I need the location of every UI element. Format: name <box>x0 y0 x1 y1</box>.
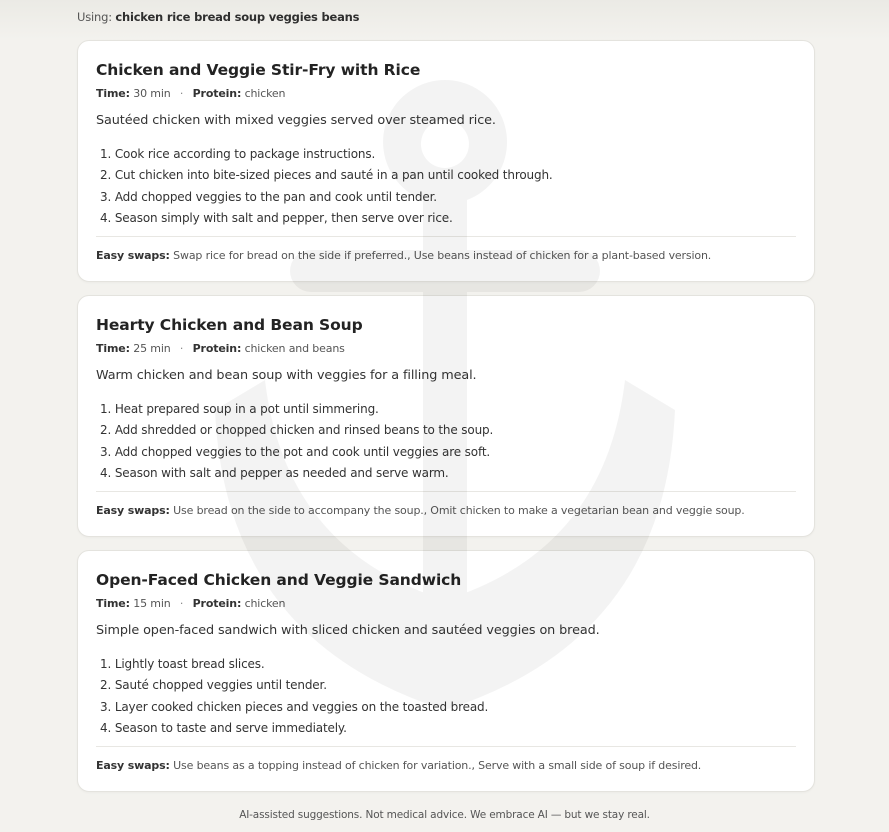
recipe-steps <box>100 655 488 740</box>
footer-disclaimer: AI-assisted suggestions. Not medical advice. We embrace AI — but we stay real. <box>239 809 650 821</box>
recipe-title: Chicken and Veggie Stir-Fry with Rice <box>96 61 421 79</box>
recipe-step: 2. Add shredded or chopped chicken and rinsed beans to the soup. <box>100 423 494 438</box>
recipe-card <box>77 40 815 282</box>
protein-value: chicken <box>244 87 286 100</box>
recipe-step: 3. Add chopped veggies to the pan and cook until tender. <box>100 189 437 204</box>
ingredients-summary <box>77 10 359 24</box>
recipe-step: 1. Cook rice according to package instructions. <box>100 147 376 161</box>
divider <box>96 236 796 237</box>
protein-label: Protein: <box>192 342 242 355</box>
protein-label: Protein: <box>192 597 242 610</box>
protein-label: Protein: <box>192 87 242 100</box>
easy-swaps <box>96 504 745 517</box>
divider <box>96 746 796 747</box>
easy-swaps-label: Easy swaps: <box>96 759 170 772</box>
time-label: Time: <box>96 597 130 610</box>
recipe-steps <box>100 145 553 230</box>
easy-swaps-label: Easy swaps: <box>96 249 170 262</box>
easy-swaps-text: Use bread on the side to accompany the soup., Omit chicken to make a vegetarian bean and veggie soup. <box>173 504 745 517</box>
time-value: 30 min <box>133 87 171 100</box>
recipe-title: Hearty Chicken and Bean Soup <box>96 316 363 334</box>
protein-value: chicken and beans <box>244 342 345 355</box>
recipe-step: 3. Layer cooked chicken pieces and veggies on the toasted bread. <box>100 699 489 714</box>
recipe-step: 1. Lightly toast bread slices. <box>100 657 265 671</box>
recipe-step: 4. Season simply with salt and pepper, then serve over rice. <box>100 210 453 225</box>
time-label: Time: <box>96 87 130 100</box>
recipe-meta <box>96 342 345 355</box>
recipe-steps <box>100 400 493 485</box>
using-ingredients: chicken rice bread soup veggies beans <box>115 10 360 24</box>
recipe-meta <box>96 597 285 610</box>
easy-swaps-label: Easy swaps: <box>96 504 170 517</box>
meta-separator: · <box>179 597 184 610</box>
recipe-description: Simple open-faced sandwich with sliced chicken and sautéed veggies on bread. <box>96 623 600 638</box>
recipe-step: 3. Add chopped veggies to the pot and cook until veggies are soft. <box>100 444 491 459</box>
time-value: 25 min <box>133 342 171 355</box>
protein-value: chicken <box>244 597 286 610</box>
recipe-step: 2. Cut chicken into bite-sized pieces and sauté in a pan until cooked through. <box>100 168 553 183</box>
recipe-step: 1. Heat prepared soup in a pot until simmering. <box>100 402 379 416</box>
recipe-meta <box>96 87 285 100</box>
time-label: Time: <box>96 342 130 355</box>
recipe-title: Open-Faced Chicken and Veggie Sandwich <box>96 571 462 589</box>
recipe-step: 4. Season with salt and pepper as needed and serve warm. <box>100 465 449 480</box>
meta-separator: · <box>179 342 184 355</box>
using-label: Using: <box>77 10 112 24</box>
recipe-card <box>77 550 815 792</box>
recipe-description: Warm chicken and bean soup with veggies for a filling meal. <box>96 368 477 383</box>
divider <box>96 491 796 492</box>
time-value: 15 min <box>133 597 171 610</box>
recipe-description: Sautéed chicken with mixed veggies served over steamed rice. <box>96 113 496 128</box>
easy-swaps-text: Use beans as a topping instead of chicken for variation., Serve with a small side of soup if desired. <box>173 759 702 772</box>
easy-swaps <box>96 249 711 262</box>
recipe-step: 4. Season to taste and serve immediately. <box>100 720 347 735</box>
easy-swaps-text: Swap rice for bread on the side if preferred., Use beans instead of chicken for a plant-based version. <box>173 249 712 262</box>
meta-separator: · <box>179 87 184 100</box>
recipe-card <box>77 295 815 537</box>
recipe-step: 2. Sauté chopped veggies until tender. <box>100 678 327 693</box>
easy-swaps <box>96 759 701 772</box>
